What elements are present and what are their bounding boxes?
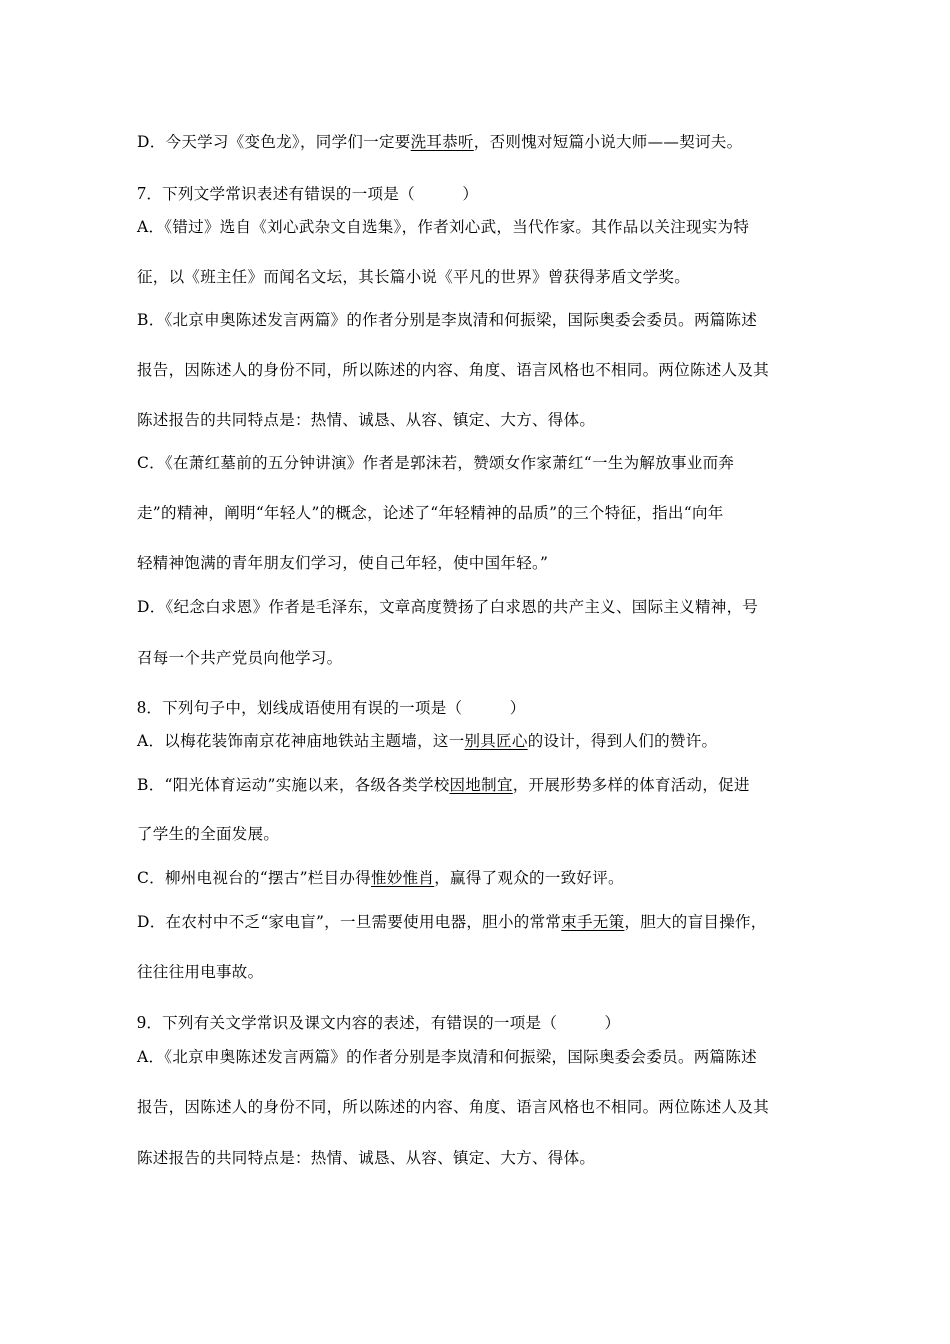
q7-option-b-line-2: 报告，因陈述人的身份不同，所以陈述的内容、角度、语言风格也不相同。两位陈述人及其 [137, 361, 770, 379]
q7-option-c-line-2: 走”的精神，阐明“年轻人”的概念，论述了“年轻精神的品质”的三个特征，指出“向年 [137, 504, 724, 522]
q8-option-b-line-2: 了学生的全面发展。 [137, 825, 280, 843]
q9-option-a-line-1: A．《北京申奥陈述发言两篇》的作者分别是李岚清和何振梁，国际奥委会委员。两篇陈述 [137, 1048, 757, 1066]
q8-option-a-text-a: A．以梅花装饰南京花神庙地铁站主题墙，这一 [137, 732, 465, 750]
q9-option-a-line-3: 陈述报告的共同特点是：热情、诚恳、从容、镇定、大方、得体。 [137, 1149, 596, 1167]
q8-option-d-line-2: 往往往用电事故。 [137, 963, 264, 981]
q8-option-d-line-1 [137, 912, 767, 932]
q7-option-c-line-1: C．《在萧红墓前的五分钟讲演》作者是郭沫若，赞颂女作家萧红“一生为解放事业而奔 [137, 454, 735, 472]
q8-option-b-text-b: ，开展形势多样的体育活动，促进 [512, 776, 750, 794]
q9-stem [137, 1012, 620, 1033]
q9-option-a-line-2: 报告，因陈述人的身份不同，所以陈述的内容、角度、语言风格也不相同。两位陈述人及其 [137, 1098, 770, 1116]
q8-stem-text: ．下列句子中，划线成语使用有误的一项是（ ） [146, 699, 526, 717]
q7-option-b-line-1: B．《北京申奥陈述发言两篇》的作者分别是李岚清和何振梁，国际奥委会委员。两篇陈述 [137, 311, 758, 329]
q6-option-d-text-b: ，否则愧对短篇小说大师——契诃夫。 [473, 133, 743, 151]
q8-number: 8 [137, 697, 147, 717]
q7-option-a-line-2: 征，以《班主任》而闻名文坛，其长篇小说《平凡的世界》曾获得茅盾文学奖。 [137, 268, 691, 286]
q7-number: 7 [137, 183, 147, 203]
q7-stem-text: ．下列文学常识表述有错误的一项是（ ） [146, 185, 479, 203]
q8-option-a-underlined-idiom: 别具匠心 [464, 732, 528, 750]
q8-option-c-text-a: C．柳州电视台的“摆古”栏目办得 [137, 869, 372, 887]
q7-option-d-line-1: D．《纪念白求恩》作者是毛泽东，文章高度赞扬了白求恩的共产主义、国际主义精神，号 [137, 598, 759, 616]
q8-stem [137, 697, 526, 718]
q8-option-d-text-b: ，胆大的盲目操作， [624, 913, 767, 931]
q7-option-b-line-3: 陈述报告的共同特点是：热情、诚恳、从容、镇定、大方、得体。 [137, 411, 596, 429]
q8-option-c-text-b: ，赢得了观众的一致好评。 [434, 869, 624, 887]
q8-option-b-text-a: B．“阳光体育运动”实施以来，各级各类学校 [137, 776, 450, 794]
q6-option-d-text-a: D．今天学习《变色龙》，同学们一定要 [137, 133, 411, 151]
q7-option-c-line-3: 轻精神饱满的青年朋友们学习，使自己年轻，使中国年轻。” [137, 554, 549, 572]
q8-option-c [137, 868, 624, 888]
q8-option-b-line-1 [137, 775, 750, 795]
q7-option-a-line-1: A．《错过》选自《刘心武杂文自选集》，作者刘心武，当代作家。其作品以关注现实为特 [137, 218, 750, 236]
q8-option-c-underlined-idiom: 惟妙惟肖 [371, 869, 435, 887]
q9-number: 9 [137, 1012, 147, 1032]
q8-option-b-underlined-idiom: 因地制宜 [449, 776, 513, 794]
q6-option-d [137, 132, 742, 152]
q8-option-a-text-b: 的设计，得到人们的赞许。 [527, 732, 718, 750]
q8-option-a [137, 731, 717, 751]
q7-stem [137, 183, 478, 204]
q8-option-d-underlined-idiom: 束手无策 [561, 913, 625, 931]
q9-stem-text: ．下列有关文学常识及课文内容的表述，有错误的一项是（ ） [146, 1014, 621, 1032]
q6-option-d-underlined-idiom: 洗耳恭听 [410, 133, 474, 151]
q8-option-d-text-a: D．在农村中不乏“家电盲”，一旦需要使用电器，胆小的常常 [137, 913, 562, 931]
q7-option-d-line-2: 召每一个共产党员向他学习。 [137, 649, 343, 667]
